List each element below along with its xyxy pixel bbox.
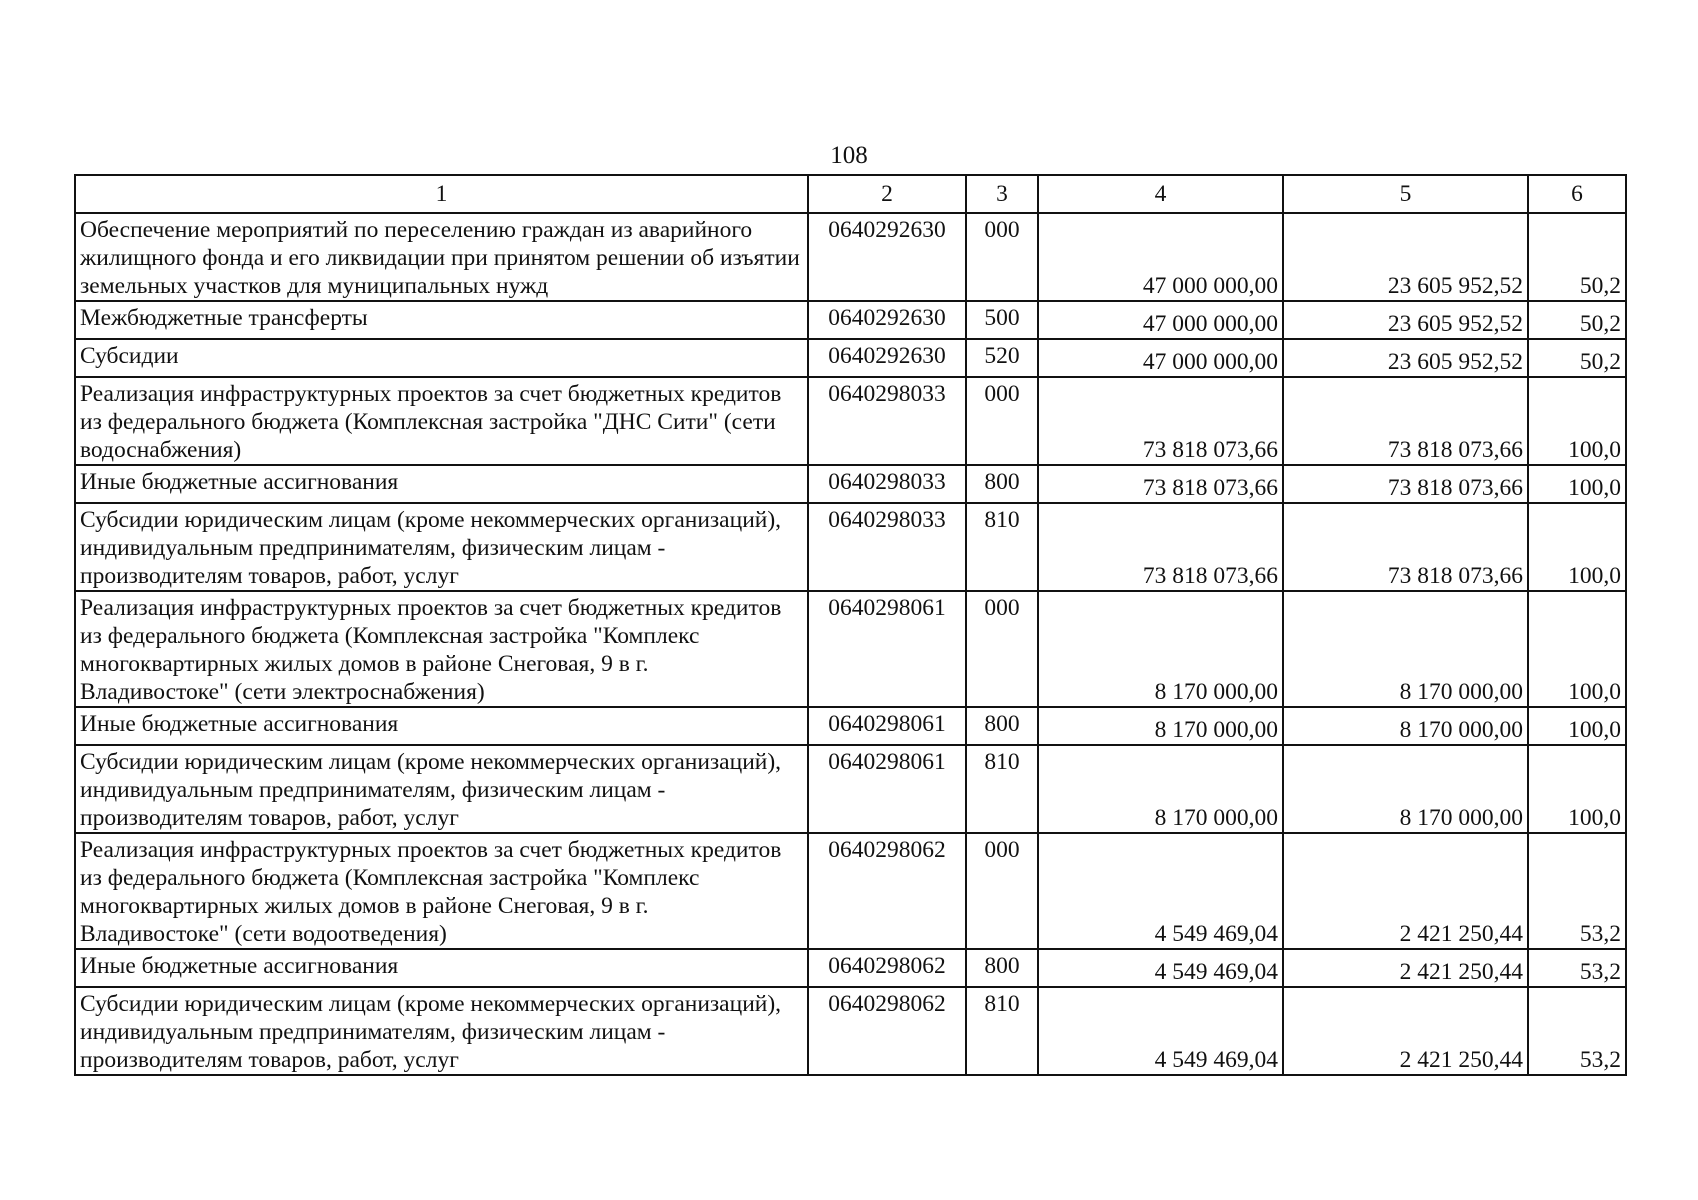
row-percent: 100,0 [1528,707,1626,745]
row-percent: 100,0 [1528,465,1626,503]
table-row [75,377,1626,465]
row-fact: 73 818 073,66 [1283,503,1528,591]
row-plan: 8 170 000,00 [1038,745,1283,833]
page-number: 108 [830,142,868,169]
row-vr: 800 [966,707,1038,745]
row-vr: 800 [966,949,1038,987]
row-name: Иные бюджетные ассигнования [75,707,808,745]
row-csr: 0640298061 [808,745,966,833]
row-plan: 8 170 000,00 [1038,591,1283,707]
table-row [75,833,1626,949]
row-percent: 50,2 [1528,339,1626,377]
row-percent: 100,0 [1528,377,1626,465]
row-csr: 0640298061 [808,591,966,707]
row-vr: 000 [966,591,1038,707]
row-fact: 8 170 000,00 [1283,707,1528,745]
row-csr: 0640292630 [808,213,966,301]
table-row [75,213,1626,301]
row-percent: 100,0 [1528,745,1626,833]
row-fact: 8 170 000,00 [1283,591,1528,707]
row-name: Обеспечение мероприятий по переселению граждан из аварийного жилищного фонда и его ликвидации при принятом решении об изъятии земельных участков для муниципальных нужд [75,213,808,301]
row-percent: 53,2 [1528,987,1626,1075]
column-header-4: 4 [1038,175,1283,213]
row-csr: 0640298033 [808,503,966,591]
row-fact: 23 605 952,52 [1283,213,1528,301]
row-name: Субсидии юридическим лицам (кроме некоммерческих организаций), индивидуальным предпринимателям, физическим лицам - производителям товаров, работ, услуг [75,987,808,1075]
row-name: Субсидии [75,339,808,377]
column-header-3: 3 [966,175,1038,213]
row-percent: 50,2 [1528,213,1626,301]
row-percent: 50,2 [1528,301,1626,339]
row-plan: 4 549 469,04 [1038,833,1283,949]
row-percent: 53,2 [1528,833,1626,949]
row-plan: 4 549 469,04 [1038,949,1283,987]
row-plan: 73 818 073,66 [1038,465,1283,503]
column-header-1: 1 [75,175,808,213]
table-row [75,745,1626,833]
budget-table [74,174,1627,1076]
row-csr: 0640298062 [808,949,966,987]
row-plan: 4 549 469,04 [1038,987,1283,1075]
row-csr: 0640298062 [808,987,966,1075]
row-fact: 73 818 073,66 [1283,377,1528,465]
row-plan: 47 000 000,00 [1038,339,1283,377]
row-vr: 800 [966,465,1038,503]
row-csr: 0640292630 [808,339,966,377]
row-plan: 73 818 073,66 [1038,503,1283,591]
row-csr: 0640298062 [808,833,966,949]
row-plan: 8 170 000,00 [1038,707,1283,745]
table-row [75,503,1626,591]
row-name: Иные бюджетные ассигнования [75,949,808,987]
row-plan: 47 000 000,00 [1038,213,1283,301]
row-fact: 23 605 952,52 [1283,339,1528,377]
row-percent: 100,0 [1528,591,1626,707]
row-vr: 520 [966,339,1038,377]
row-name: Реализация инфраструктурных проектов за счет бюджетных кредитов из федерального бюджета (Комплексная застройка "Комплекс многоквартирных жилых домов в районе Снеговая, 9 в г. Владивостоке" (сети водоотведения) [75,833,808,949]
row-plan: 47 000 000,00 [1038,301,1283,339]
table-row [75,339,1626,377]
row-name: Реализация инфраструктурных проектов за счет бюджетных кредитов из федерального бюджета (Комплексная застройка "Комплекс многоквартирных жилых домов в районе Снеговая, 9 в г. Владивостоке" (сети электроснабжения) [75,591,808,707]
column-header-5: 5 [1283,175,1528,213]
row-fact: 2 421 250,44 [1283,949,1528,987]
row-percent: 100,0 [1528,503,1626,591]
row-vr: 810 [966,503,1038,591]
row-csr: 0640298061 [808,707,966,745]
header-row [75,175,1626,213]
column-header-2: 2 [808,175,966,213]
table-row [75,465,1626,503]
row-name: Иные бюджетные ассигнования [75,465,808,503]
table-row [75,301,1626,339]
row-vr: 810 [966,745,1038,833]
row-name: Межбюджетные трансферты [75,301,808,339]
row-fact: 2 421 250,44 [1283,833,1528,949]
row-name: Субсидии юридическим лицам (кроме некоммерческих организаций), индивидуальным предпринимателям, физическим лицам - производителям товаров, работ, услуг [75,745,808,833]
table-row [75,591,1626,707]
row-fact: 23 605 952,52 [1283,301,1528,339]
row-percent: 53,2 [1528,949,1626,987]
row-vr: 500 [966,301,1038,339]
row-vr: 000 [966,833,1038,949]
row-fact: 73 818 073,66 [1283,465,1528,503]
row-csr: 0640298033 [808,377,966,465]
column-header-6: 6 [1528,175,1626,213]
table-row [75,949,1626,987]
row-vr: 000 [966,213,1038,301]
row-vr: 810 [966,987,1038,1075]
row-csr: 0640292630 [808,301,966,339]
row-name: Реализация инфраструктурных проектов за счет бюджетных кредитов из федерального бюджета (Комплексная застройка "ДНС Сити" (сети водоснабжения) [75,377,808,465]
row-fact: 8 170 000,00 [1283,745,1528,833]
row-csr: 0640298033 [808,465,966,503]
row-vr: 000 [966,377,1038,465]
row-plan: 73 818 073,66 [1038,377,1283,465]
row-name: Субсидии юридическим лицам (кроме некоммерческих организаций), индивидуальным предпринимателям, физическим лицам - производителям товаров, работ, услуг [75,503,808,591]
row-fact: 2 421 250,44 [1283,987,1528,1075]
table-row [75,707,1626,745]
table-row [75,987,1626,1075]
